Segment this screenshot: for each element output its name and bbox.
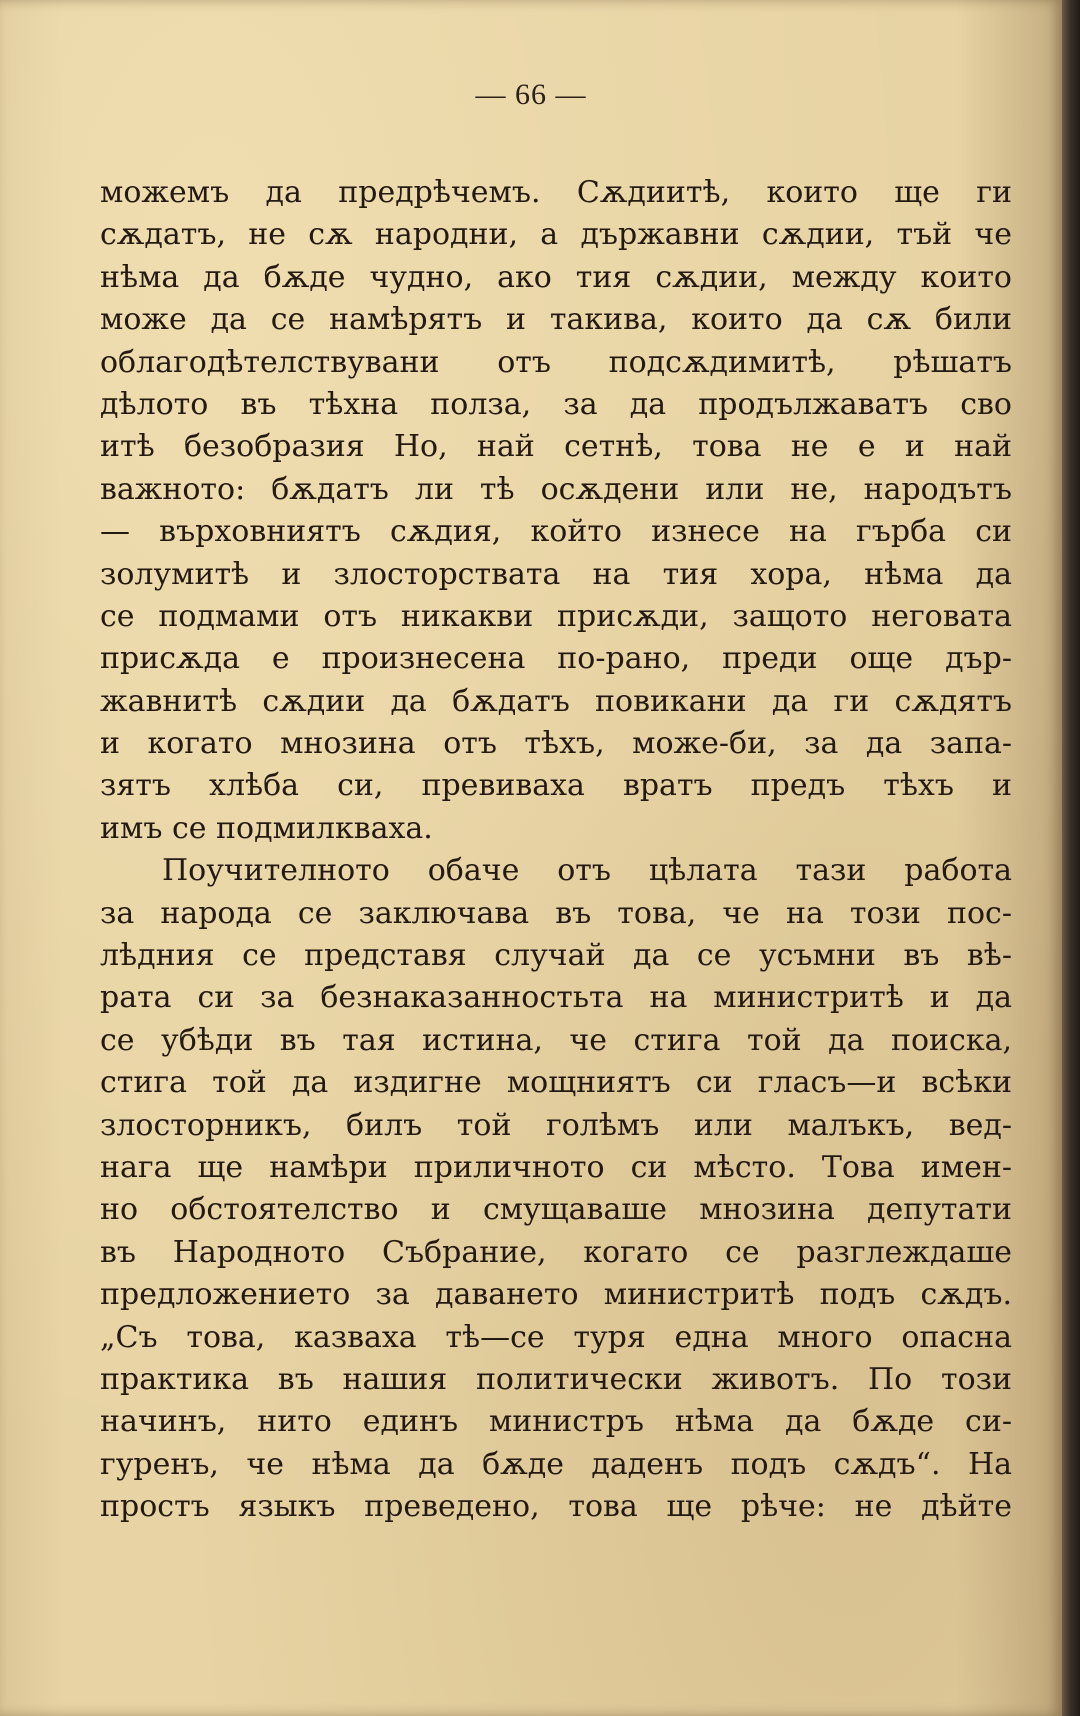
- text-line: начинъ, нито единъ министръ нѣма да бѫде си-: [100, 1404, 1012, 1440]
- text-line: — върховниятъ сѫдия, който изнесе на гърба си: [100, 514, 1012, 550]
- text-line: простъ языкъ преведено, това ще рѣче: не дѣйте: [100, 1489, 1012, 1525]
- text-line: лѣдния се представя случай да се усъмни въ вѣ-: [100, 938, 1012, 974]
- text-line: въ Народното Събрание, когато се разглеждаше: [100, 1234, 1012, 1270]
- text-line: нага ще намѣри приличното си мѣсто. Това имен-: [100, 1149, 1012, 1185]
- text-line: сѫдатъ, не сѫ народни, а държавни сѫдии, тъй че: [100, 217, 1012, 253]
- text-line: „Съ това, казваха тѣ—се туря една много опасна: [100, 1319, 1012, 1355]
- text-line: итѣ безобразия Но, най сетнѣ, това не е и най: [100, 429, 1012, 465]
- text-line: облагодѣтелствувани отъ подсѫдимитѣ, рѣшатъ: [100, 344, 1012, 380]
- body-text: [100, 172, 1012, 1529]
- text-line: но обстоятелство и смущаваше мнозина депутати: [100, 1192, 1012, 1228]
- text-line: злосторникъ, билъ той голѣмъ или малъкъ, вед-: [100, 1107, 1012, 1143]
- text-line: за народа се заключава въ това, че на този пос-: [100, 895, 1012, 931]
- text-line: зятъ хлѣба си, превиваха вратъ предъ тѣхъ и: [100, 768, 1012, 804]
- text-line: золумитѣ и злосторствата на тия хора, нѣма да: [100, 556, 1012, 592]
- text-line: рата си за безнаказанностьта на министритѣ и да: [100, 980, 1012, 1016]
- text-line: можемъ да предрѣчемъ. Сѫдиитѣ, които ще ги: [100, 175, 1012, 210]
- text-line: може да се намѣрятъ и такива, които да сѫ били: [100, 302, 1012, 338]
- text-line: стига той да издигне мощниятъ си гласъ—и всѣки: [100, 1065, 1012, 1101]
- text-line: имъ се подмилкваха.: [100, 810, 433, 846]
- paragraph-2: [100, 850, 1012, 1528]
- text-line: присѫда е произнесена по-рано, преди още дър-: [100, 641, 1012, 677]
- page-number: — 66 —: [475, 78, 587, 111]
- text-line: и когато мнозина отъ тѣхъ, може-би, за да запа-: [100, 726, 1012, 762]
- text-line: нѣма да бѫде чудно, ако тия сѫдии, между които: [100, 259, 1012, 295]
- text-line: дѣлото въ тѣхна полза, за да продължаватъ сво: [100, 386, 1012, 422]
- text-line: жавнитѣ сѫдии да бѫдатъ повикани да ги сѫдятъ: [100, 683, 1012, 719]
- text-line: практика въ нашия политически животъ. По този: [100, 1361, 1012, 1397]
- text-line: важното: бѫдатъ ли тѣ осѫдени или не, народътъ: [100, 471, 1012, 507]
- paragraph-1: [100, 172, 1012, 850]
- text-line: се убѣди въ тая истина, че стига той да поиска,: [100, 1022, 1012, 1058]
- text-line: предложението за даването министритѣ подъ сѫдъ.: [100, 1277, 1012, 1313]
- text-line: гуренъ, че нѣма да бѫде даденъ подъ сѫдъ“. На: [100, 1446, 1012, 1482]
- book-edge-shadow: [1062, 0, 1080, 1716]
- text-line: Поучителното обаче отъ цѣлата тази работа: [162, 853, 1012, 889]
- text-line: се подмами отъ никакви присѫди, защото неговата: [100, 598, 1012, 634]
